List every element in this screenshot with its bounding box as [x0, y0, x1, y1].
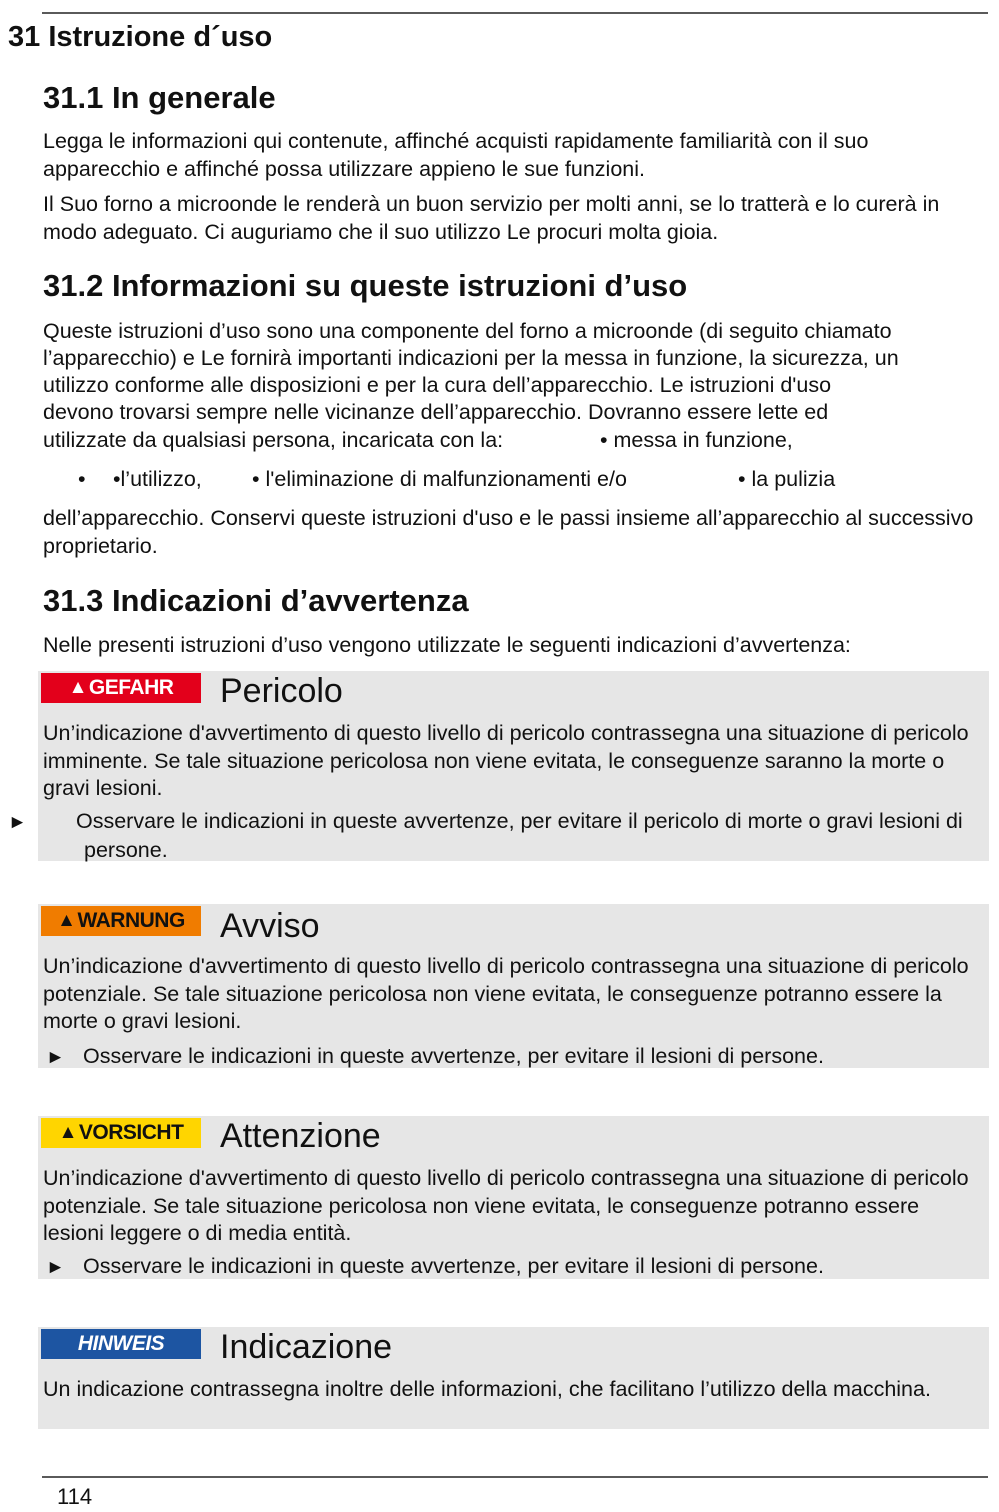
about-line-3: utilizzo conforme alle disposizioni e per la cura dell’apparecchio. Le istruzioni d'uso	[43, 373, 832, 397]
step-arrow-icon: ►	[8, 812, 27, 833]
warning-triangle-icon: ▲	[57, 910, 76, 931]
danger-step-text: Osservare le indicazioni in queste avvertenze, per evitare il pericolo di morte o gravi lesioni di persone.	[76, 809, 963, 862]
caution-box	[38, 1116, 989, 1279]
danger-badge-label: GEFAHR	[88, 676, 174, 699]
notice-badge	[41, 1329, 201, 1359]
general-paragraph-1: Legga le informazioni qui contenute, affinché acquisti rapidamente familiarità con il suo apparecchio e affinché possa utilizzare appieno le sue funzioni.	[43, 129, 869, 181]
danger-badge	[41, 673, 201, 703]
about-line-2: l’apparecchio) e Le fornirà importanti indicazioni per la messa in funzione, la sicurezza, un	[43, 346, 899, 370]
general-paragraph-2: Il Suo forno a microonde le renderà un buon servizio per molti anni, se lo tratterà e lo curerà in modo adeguato. Ci auguriamo che il suo utilizzo Le procuri molta gioia.	[43, 192, 940, 244]
warning-badge	[41, 906, 201, 936]
notice-badge-label: HINWEIS	[77, 1332, 165, 1355]
warning-step	[46, 1043, 981, 1072]
danger-box	[8, 671, 989, 862]
danger-title: Pericolo	[220, 672, 343, 710]
caution-badge	[41, 1118, 201, 1148]
top-rule	[42, 12, 988, 14]
section-title-general: 31.1 In generale	[43, 80, 276, 115]
warning-title: Avviso	[220, 907, 320, 945]
bottom-rule	[42, 1476, 988, 1478]
warning-box	[38, 904, 989, 1068]
section-title-warnings: 31.3 Indicazioni d’avvertenza	[43, 583, 469, 618]
caution-body: Un’indicazione d'avvertimento di questo livello di pericolo contrassegna una situazione di pericolo potenziale. Se tale situazione pericolosa non viene evitata, le conseguenze potranno essere lesioni leggere o di media entità.	[43, 1166, 969, 1245]
caution-step	[46, 1253, 981, 1282]
about-line-1: Queste istruzioni d’uso sono una componente del forno a microonde (di seguito chiamato	[43, 319, 892, 343]
danger-body: Un’indicazione d'avvertimento di questo livello di pericolo contrassegna una situazione di pericolo imminente. Se tale situazione pericolosa non viene evitata, le conseguenze saranno la morte o gravi lesioni.	[43, 721, 969, 800]
warning-step-text: Osservare le indicazioni in queste avvertenze, per evitare il lesioni di persone.	[83, 1044, 824, 1068]
about-closing: dell’apparecchio. Conservi queste istruzioni d'uso e le passi insieme all’apparecchio al successivo proprietario.	[43, 506, 974, 558]
about-line-5: utilizzate da qualsiasi persona, incaricata con la:	[43, 428, 504, 452]
warning-triangle-icon: ▲	[58, 1122, 77, 1143]
warning-badge-label: WARNUNG	[77, 909, 185, 932]
step-arrow-icon: ►	[46, 1047, 65, 1068]
warning-triangle-icon: ▲	[68, 677, 87, 698]
chapter-title: 31 Istruzione d´uso	[8, 21, 273, 53]
bullet-empty: •	[78, 467, 86, 491]
bullet-item-cleaning: • la pulizia	[738, 467, 836, 491]
section-title-about: 31.2 Informazioni su queste istruzioni d’uso	[43, 268, 688, 303]
about-line-4: devono trovarsi sempre nelle vicinanze dell’apparecchio. Dovranno essere lette ed	[43, 400, 829, 424]
notice-box	[38, 1327, 989, 1429]
warning-body: Un’indicazione d'avvertimento di questo livello di pericolo contrassegna una situazione di pericolo potenziale. Se tale situazione pericolosa non viene evitata, le conseguenze potranno essere la morte o gravi lesioni.	[43, 954, 969, 1033]
notice-body: Un indicazione contrassegna inoltre delle informazioni, che facilitano l’utilizzo della macchina.	[43, 1377, 931, 1401]
warnings-intro: Nelle presenti istruzioni d’uso vengono utilizzate le seguenti indicazioni d’avvertenza:	[43, 633, 851, 657]
about-inline-item: • messa in funzione,	[600, 428, 793, 452]
bullet-item-troubleshooting: • l'eliminazione di malfunzionamenti e/o	[252, 467, 627, 491]
page-number: 114	[57, 1484, 93, 1509]
caution-badge-label: VORSICHT	[78, 1121, 184, 1144]
danger-step	[8, 808, 999, 864]
caution-step-text: Osservare le indicazioni in queste avvertenze, per evitare il lesioni di persone.	[83, 1254, 824, 1278]
notice-title: Indicazione	[220, 1328, 393, 1366]
caution-title: Attenzione	[220, 1117, 381, 1155]
step-arrow-icon: ►	[46, 1257, 65, 1278]
bullet-item-usage: •l’utilizzo,	[113, 467, 202, 491]
